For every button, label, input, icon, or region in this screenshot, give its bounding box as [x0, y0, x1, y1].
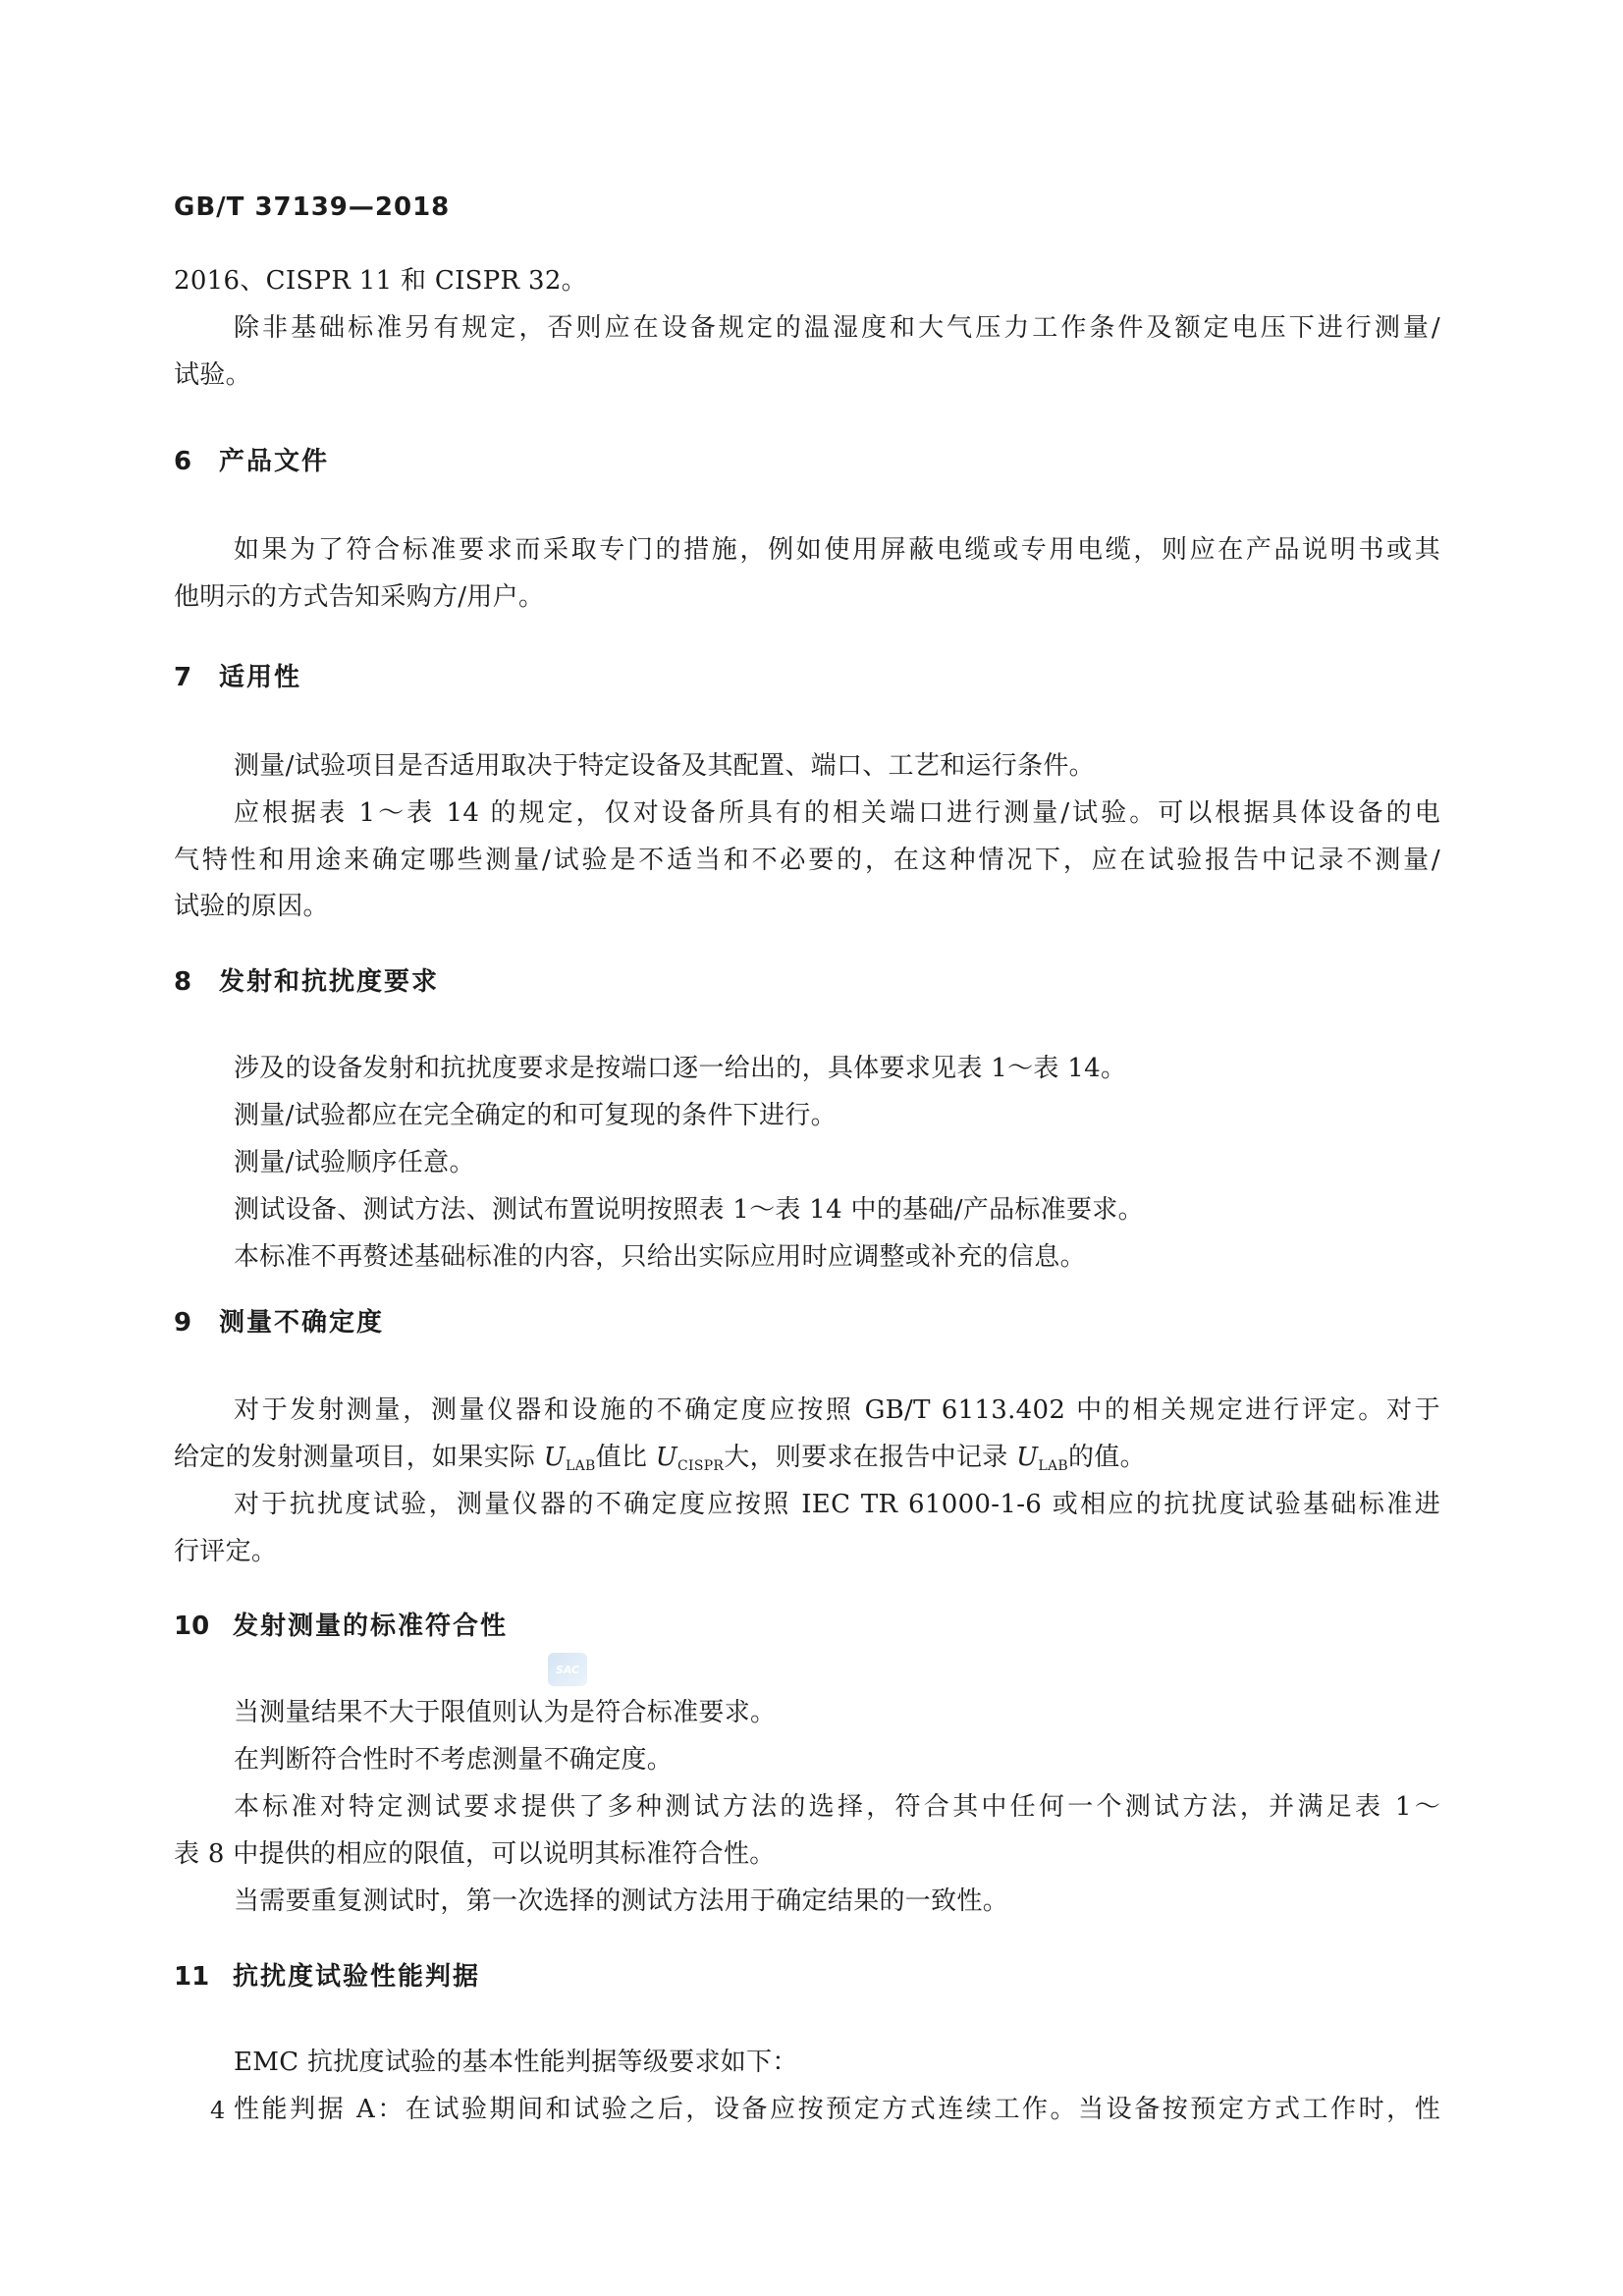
- section-title: 测量不确定度: [219, 1308, 385, 1338]
- section-title: 发射测量的标准符合性: [233, 1612, 509, 1641]
- text-run: 给定的发射测量项目，如果实际: [174, 1443, 544, 1472]
- paragraph-line: 测量/试验项目是否适用取决于特定设备及其配置、端口、工艺和运行条件。: [234, 751, 1095, 781]
- subscript-cispr: CISPR: [676, 1458, 725, 1474]
- paragraph-line: 当需要重复测试时，第一次选择的测试方法用于确定结果的一致性。: [234, 1886, 1009, 1916]
- paragraph-line: 气特性和用途来确定哪些测量/试验是不适当和不必要的，在这种情况下，应在试验报告中记录不测量/: [174, 846, 1440, 875]
- paragraph-line: EMC 抗扰度试验的基本性能判据等级要求如下：: [234, 2048, 798, 2077]
- paragraph-line: [174, 1438, 1146, 1477]
- paragraph-line: 试验。: [174, 360, 251, 390]
- section-title: 适用性: [219, 663, 302, 692]
- section-number: 9: [174, 1308, 192, 1338]
- paragraph-line: 当测量结果不大于限值则认为是符合标准要求。: [234, 1698, 777, 1727]
- variable-u: U: [655, 1443, 677, 1472]
- section-heading: [174, 1303, 384, 1342]
- paragraph-line: 本标准不再赘述基础标准的内容，只给出实际应用时应调整或补充的信息。: [234, 1242, 1086, 1272]
- text-run: 大，则要求在报告中记录: [724, 1443, 1017, 1472]
- section-number: 7: [174, 663, 192, 692]
- paragraph-line: 行评定。: [174, 1537, 278, 1566]
- paragraph-line: 测试设备、测试方法、测试布置说明按照表 1～表 14 中的基础/产品标准要求。: [234, 1195, 1144, 1225]
- section-heading: [174, 1607, 508, 1646]
- section-heading: [174, 658, 301, 697]
- paragraph-line: 测量/试验顺序任意。: [234, 1148, 475, 1177]
- section-number: 10: [174, 1612, 210, 1641]
- section-heading: [174, 442, 329, 481]
- paragraph-line: 本标准对特定测试要求提供了多种测试方法的选择，符合其中任何一个测试方法，并满足表 1～: [234, 1792, 1440, 1822]
- section-title: 发射和抗扰度要求: [219, 967, 440, 997]
- section-title: 产品文件: [219, 447, 330, 476]
- subscript-lab: LAB: [565, 1458, 596, 1474]
- variable-u: U: [543, 1443, 566, 1472]
- variable-u: U: [1016, 1443, 1039, 1472]
- paragraph-line: 对于抗扰度试验，测量仪器的不确定度应按照 IEC TR 61000-1-6 或相应的抗扰度试验基础标准进: [234, 1490, 1440, 1519]
- text-run: 的值。: [1067, 1443, 1146, 1472]
- section-heading: [174, 962, 439, 1002]
- section-title: 抗扰度试验性能判据: [233, 1962, 481, 1992]
- document-number: GB/T 37139—2018: [174, 192, 451, 222]
- section-number: 6: [174, 447, 192, 476]
- paragraph-line: 表 8 中提供的相应的限值，可以说明其标准符合性。: [174, 1839, 776, 1869]
- paragraph-line: 在判断符合性时不考虑测量不确定度。: [234, 1745, 674, 1775]
- text-run: 值比: [595, 1443, 656, 1472]
- paragraph-line: 试验的原因。: [174, 892, 329, 921]
- section-heading: [174, 1957, 480, 1996]
- paragraph-line: 性能判据 A：在试验期间和试验之后，设备应按预定方式连续工作。当设备按预定方式工作时，性: [234, 2095, 1440, 2124]
- paragraph-line: 除非基础标准另有规定，否则应在设备规定的温湿度和大气压力工作条件及额定电压下进行测量/: [234, 313, 1440, 343]
- paragraph-line: 对于发射测量，测量仪器和设施的不确定度应按照 GB/T 6113.402 中的相关规定进行评定。对于: [234, 1395, 1440, 1425]
- section-number: 11: [174, 1962, 210, 1992]
- page-number: 4: [210, 2097, 226, 2124]
- paragraph-line: 如果为了符合标准要求而采取专门的措施，例如使用屏蔽电缆或专用电缆，则应在产品说明书或其: [234, 535, 1440, 565]
- sac-watermark: SAC: [548, 1653, 587, 1686]
- paragraph-line: 测量/试验都应在完全确定的和可复现的条件下进行。: [234, 1101, 837, 1130]
- section-number: 8: [174, 967, 192, 997]
- paragraph-line: 应根据表 1～表 14 的规定，仅对设备所具有的相关端口进行测量/试验。可以根据具体设备的电: [234, 798, 1440, 828]
- paragraph-line: 他明示的方式告知采购方/用户。: [174, 582, 545, 612]
- paragraph-line: 2016、CISPR 11 和 CISPR 32。: [174, 266, 587, 296]
- subscript-lab: LAB: [1038, 1458, 1068, 1474]
- paragraph-line: 涉及的设备发射和抗扰度要求是按端口逐一给出的，具体要求见表 1～表 14。: [234, 1054, 1127, 1083]
